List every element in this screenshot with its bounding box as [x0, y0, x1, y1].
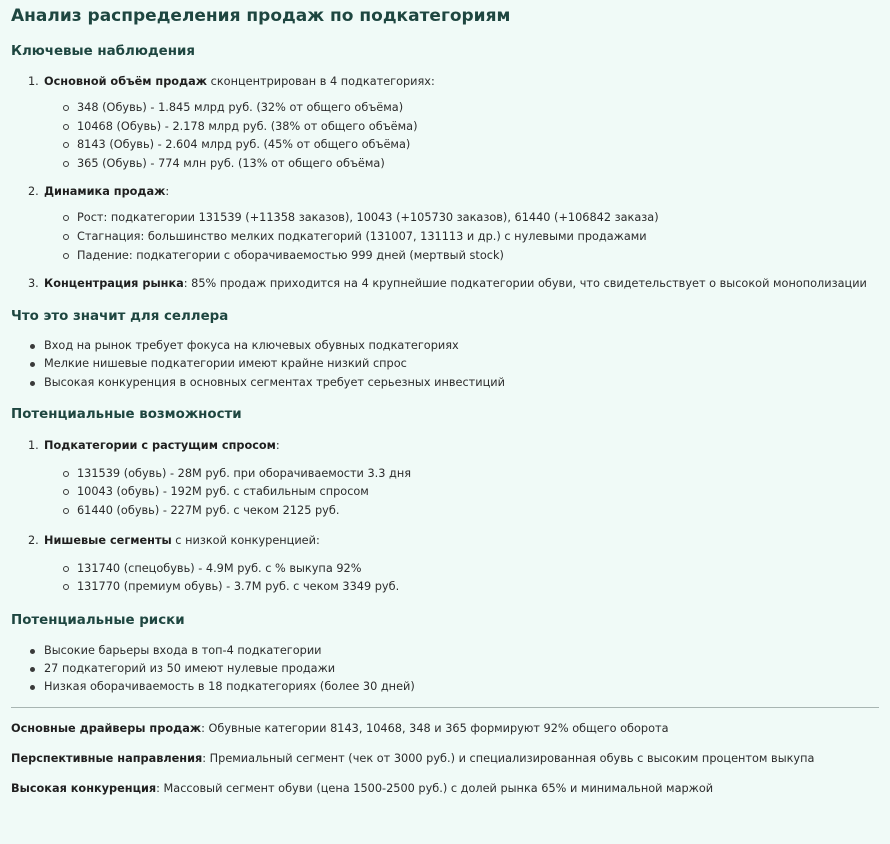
- bullet-list-item: Низкая оборачиваемость в 18 подкатегориях (более 30 дней): [11, 678, 880, 696]
- item-number: 2.: [28, 533, 39, 547]
- opportunity-item: [11, 438, 880, 521]
- summary-line: [11, 781, 880, 796]
- summary-bold-label: Высокая конкуренция: [11, 782, 157, 796]
- item-bold-label: Подкатегории с растущим спросом: [44, 438, 276, 452]
- divider: [11, 707, 879, 708]
- sub-list-item: Падение: подкатегории с оборачиваемостью 999 дней (мертвый stock): [11, 247, 880, 266]
- observation-item: [11, 184, 880, 265]
- bullet-list-item: Мелкие нишевые подкатегории имеют крайне низкий спрос: [11, 355, 880, 373]
- sub-list: [11, 99, 880, 173]
- item-number: 1.: [28, 75, 39, 88]
- observation-item: [11, 74, 880, 173]
- summary-text: : Обувные категории 8143, 10468, 348 и 365 формируют 92% общего оборота: [201, 722, 669, 736]
- item-bold-label: Концентрация рынка: [44, 277, 184, 291]
- sub-list-item: 8143 (Обувь) - 2.604 млрд руб. (45% от общего объёма): [11, 136, 880, 155]
- section-heading-observations: Ключевые наблюдения: [11, 44, 195, 59]
- sub-list: [11, 560, 880, 597]
- item-number: 2.: [28, 185, 39, 199]
- item-text: :: [165, 185, 170, 199]
- page-title: Анализ распределения продаж по подкатегориям: [11, 6, 511, 26]
- sub-list: [11, 465, 880, 521]
- section-heading-seller: Что это значит для селлера: [11, 309, 229, 325]
- sub-list-item: 348 (Обувь) - 1.845 млрд руб. (32% от общего объёма): [11, 99, 880, 118]
- observations-list: [11, 74, 880, 291]
- sub-list-item: 10043 (обувь) - 192М руб. с стабильным спросом: [11, 483, 880, 502]
- item-number: 1.: [28, 438, 39, 452]
- item-number: 3.: [28, 277, 39, 291]
- summary-bold-label: Основные драйверы продаж: [11, 722, 202, 736]
- summary-text: : Массовый сегмент обуви (цена 1500-2500 руб.) с долей рынка 65% и минимальной маржой: [156, 782, 714, 796]
- section-heading-risks: Потенциальные риски: [11, 612, 185, 628]
- sub-list: [11, 209, 880, 265]
- item-bold-label: Основной объём продаж: [44, 75, 208, 88]
- summary-bold-label: Перспективные направления: [11, 752, 203, 766]
- bullet-list-item: Вход на рынок требует фокуса на ключевых обувных подкатегориях: [11, 337, 880, 355]
- sub-list-item: 131740 (спецобувь) - 4.9М руб. с % выкупа 92%: [11, 560, 880, 579]
- summary-text: : Премиальный сегмент (чек от 3000 руб.) и специализированная обувь с высоким процентом выкупа: [202, 752, 815, 766]
- observation-item: [11, 276, 880, 291]
- sub-list-item: 365 (Обувь) - 774 млн руб. (13% от общего объёма): [11, 155, 880, 174]
- item-text: с низкой конкуренцией:: [171, 533, 320, 547]
- sub-list-item: 131770 (премиум обувь) - 3.7М руб. с чеком 3349 руб.: [11, 578, 880, 597]
- sub-list-item: Рост: подкатегории 131539 (+11358 заказов), 10043 (+105730 заказов), 61440 (+106842 заказа): [11, 209, 880, 228]
- summary-line: [11, 721, 880, 736]
- summary-line: [11, 751, 880, 766]
- bullet-list-item: Высокая конкуренция в основных сегментах требует серьезных инвестиций: [11, 374, 880, 392]
- opportunity-item: [11, 533, 880, 597]
- bullet-list-item: 27 подкатегорий из 50 имеют нулевые продажи: [11, 660, 880, 678]
- seller-list: [11, 337, 880, 392]
- item-text: :: [275, 438, 280, 452]
- item-bold-label: Динамика продаж: [44, 185, 166, 199]
- section-heading-opportunities: Потенциальные возможности: [11, 406, 242, 422]
- risks-list: [11, 642, 880, 697]
- sub-list-item: Стагнация: большинство мелких подкатегорий (131007, 131113 и др.) с нулевыми продажами: [11, 228, 880, 247]
- sub-list-item: 131539 (обувь) - 28М руб. при оборачиваемости 3.3 дня: [11, 465, 880, 484]
- bullet-list-item: Высокие барьеры входа в топ-4 подкатегории: [11, 642, 880, 660]
- opportunities-list: [11, 438, 880, 597]
- sub-list-item: 10468 (Обувь) - 2.178 млрд руб. (38% от общего объёма): [11, 118, 880, 137]
- item-bold-label: Нишевые сегменты: [44, 533, 172, 547]
- item-text: сконцентрирован в 4 подкатегориях:: [207, 75, 435, 88]
- sub-list-item: 61440 (обувь) - 227М руб. с чеком 2125 руб.: [11, 502, 880, 521]
- item-text: : 85% продаж приходится на 4 крупнейшие подкатегории обуви, что свидетельствует о высокой монополизации: [183, 277, 867, 291]
